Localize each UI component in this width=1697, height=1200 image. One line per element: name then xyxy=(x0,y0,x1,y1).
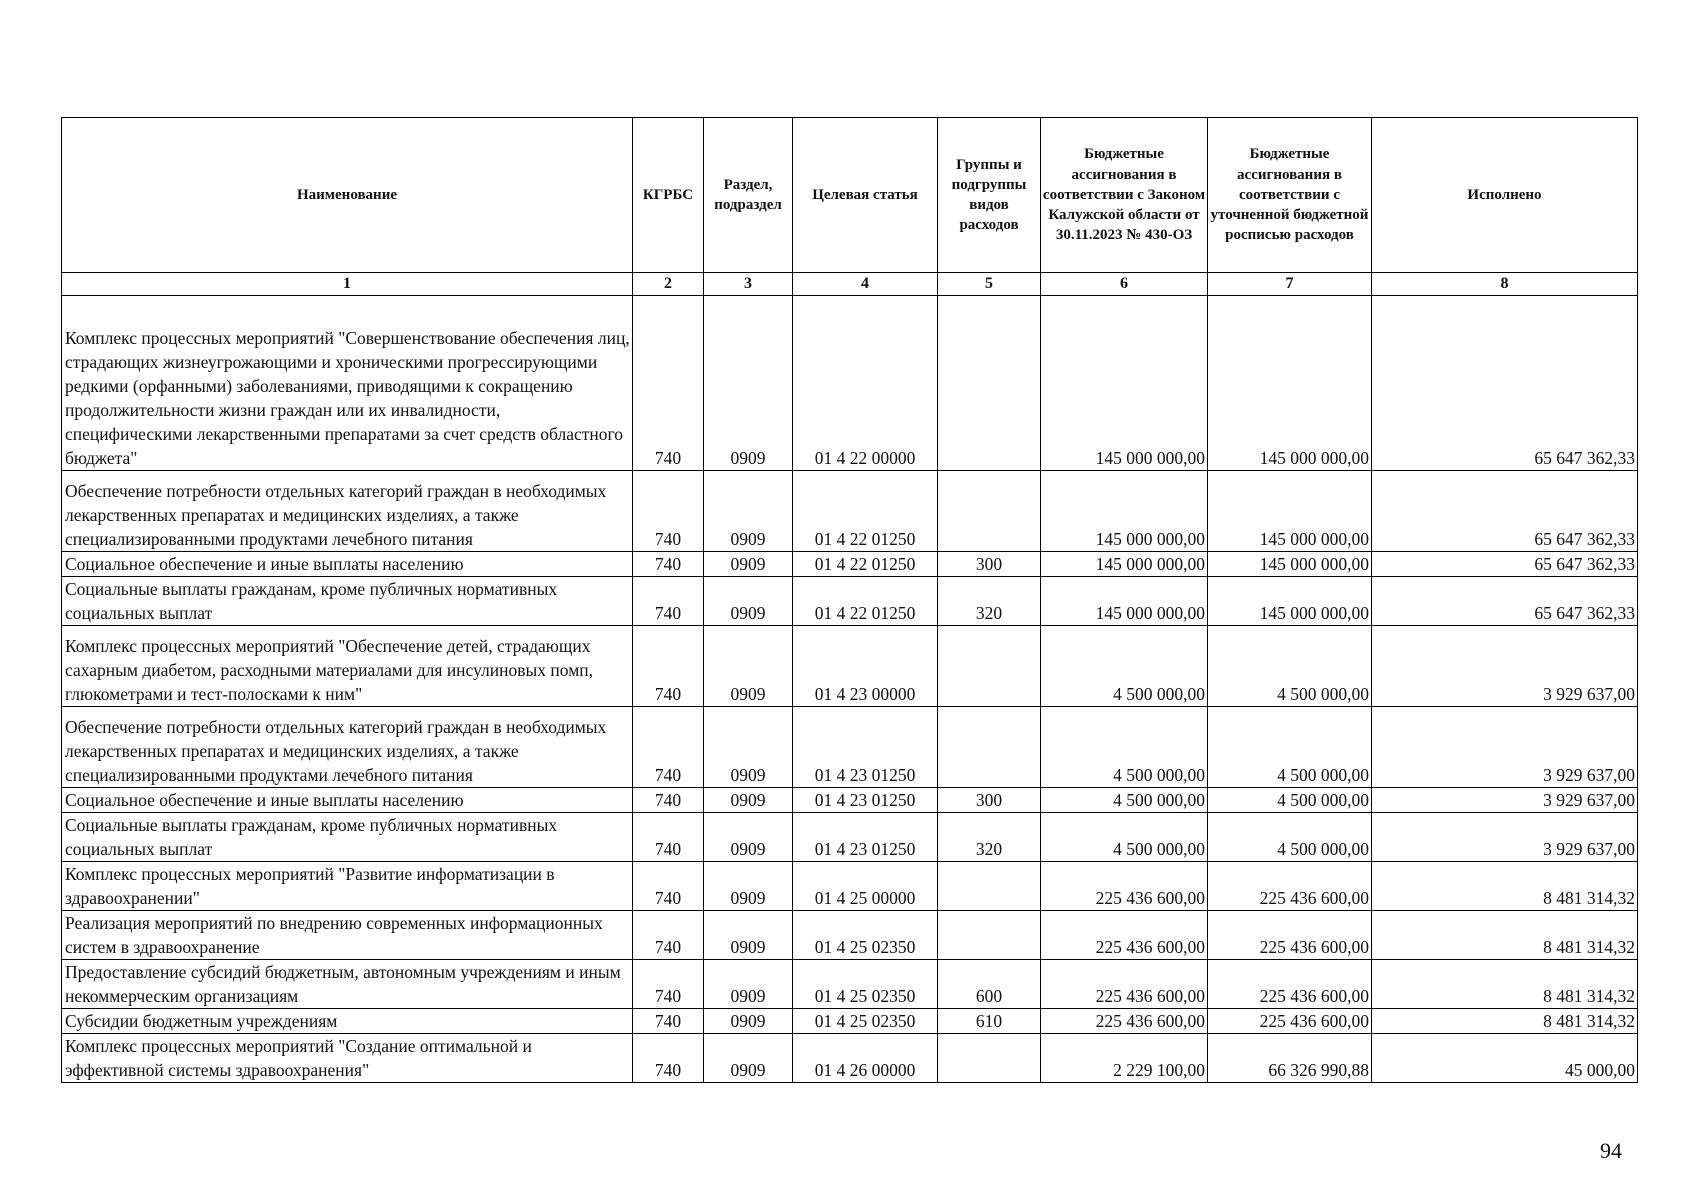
table-row xyxy=(62,471,1638,552)
page-number: 94 xyxy=(1600,1138,1622,1163)
cell-zakon: 4 500 000,00 xyxy=(1041,626,1208,707)
cell-zakon: 225 436 600,00 xyxy=(1041,862,1208,911)
cell-zakon: 145 000 000,00 xyxy=(1041,471,1208,552)
cell-celevaya: 01 4 23 01250 xyxy=(793,813,938,862)
cell-name: Социальное обеспечение и иные выплаты населению xyxy=(62,552,633,577)
cell-razdel: 0909 xyxy=(704,960,793,1009)
cell-vid: 610 xyxy=(938,1009,1041,1034)
cell-ispolneno: 8 481 314,32 xyxy=(1372,960,1638,1009)
cell-vid: 320 xyxy=(938,577,1041,626)
cell-kgrbs: 740 xyxy=(633,471,704,552)
cell-rospis: 4 500 000,00 xyxy=(1208,626,1372,707)
cell-name: Реализация мероприятий по внедрению современных информационных систем в здравоохранение xyxy=(62,911,633,960)
cell-name: Социальное обеспечение и иные выплаты населению xyxy=(62,788,633,813)
cell-razdel: 0909 xyxy=(704,1034,793,1083)
cell-zakon: 4 500 000,00 xyxy=(1041,813,1208,862)
cell-vid: 300 xyxy=(938,788,1041,813)
cell-kgrbs: 740 xyxy=(633,1009,704,1034)
cell-rospis: 145 000 000,00 xyxy=(1208,471,1372,552)
cell-vid xyxy=(938,296,1041,471)
column-number: 3 xyxy=(704,273,793,296)
cell-zakon: 4 500 000,00 xyxy=(1041,788,1208,813)
table-row xyxy=(62,296,1638,471)
cell-zakon: 4 500 000,00 xyxy=(1041,707,1208,788)
cell-ispolneno: 3 929 637,00 xyxy=(1372,626,1638,707)
header-celevaya: Целевая статья xyxy=(793,118,938,273)
cell-kgrbs: 740 xyxy=(633,862,704,911)
cell-razdel: 0909 xyxy=(704,707,793,788)
cell-celevaya: 01 4 23 01250 xyxy=(793,788,938,813)
cell-rospis: 4 500 000,00 xyxy=(1208,707,1372,788)
cell-kgrbs: 740 xyxy=(633,960,704,1009)
cell-kgrbs: 740 xyxy=(633,1034,704,1083)
cell-ispolneno: 3 929 637,00 xyxy=(1372,813,1638,862)
cell-celevaya: 01 4 22 01250 xyxy=(793,552,938,577)
cell-celevaya: 01 4 22 00000 xyxy=(793,296,938,471)
table-row xyxy=(62,862,1638,911)
cell-ispolneno: 3 929 637,00 xyxy=(1372,788,1638,813)
cell-kgrbs: 740 xyxy=(633,626,704,707)
table-row xyxy=(62,788,1638,813)
cell-razdel: 0909 xyxy=(704,296,793,471)
cell-razdel: 0909 xyxy=(704,471,793,552)
table-row xyxy=(62,577,1638,626)
cell-ispolneno: 65 647 362,33 xyxy=(1372,577,1638,626)
cell-vid xyxy=(938,471,1041,552)
cell-celevaya: 01 4 25 02350 xyxy=(793,911,938,960)
cell-razdel: 0909 xyxy=(704,626,793,707)
cell-rospis: 145 000 000,00 xyxy=(1208,296,1372,471)
cell-name: Обеспечение потребности отдельных категорий граждан в необходимых лекарственных препаратах и медицинских изделиях, а также специализированными продуктами лечебного питания xyxy=(62,707,633,788)
cell-kgrbs: 740 xyxy=(633,577,704,626)
cell-vid xyxy=(938,707,1041,788)
header-ispolneno: Исполнено xyxy=(1372,118,1638,273)
budget-table-body xyxy=(62,296,1638,1083)
cell-razdel: 0909 xyxy=(704,1009,793,1034)
column-number: 5 xyxy=(938,273,1041,296)
cell-ispolneno: 65 647 362,33 xyxy=(1372,552,1638,577)
column-number: 7 xyxy=(1208,273,1372,296)
cell-celevaya: 01 4 22 01250 xyxy=(793,471,938,552)
header-vid: Группы и подгруппы видов расходов xyxy=(938,118,1041,273)
cell-vid xyxy=(938,911,1041,960)
cell-razdel: 0909 xyxy=(704,552,793,577)
cell-name: Комплекс процессных мероприятий "Создание оптимальной и эффективной системы здравоохранения" xyxy=(62,1034,633,1083)
table-row xyxy=(62,911,1638,960)
cell-rospis: 4 500 000,00 xyxy=(1208,788,1372,813)
cell-rospis: 225 436 600,00 xyxy=(1208,911,1372,960)
cell-vid xyxy=(938,626,1041,707)
cell-rospis: 225 436 600,00 xyxy=(1208,960,1372,1009)
cell-ispolneno: 8 481 314,32 xyxy=(1372,862,1638,911)
cell-ispolneno: 45 000,00 xyxy=(1372,1034,1638,1083)
cell-ispolneno: 65 647 362,33 xyxy=(1372,471,1638,552)
cell-name: Предоставление субсидий бюджетным, автономным учреждениям и иным некоммерческим организациям xyxy=(62,960,633,1009)
header-row xyxy=(62,118,1638,273)
cell-celevaya: 01 4 22 01250 xyxy=(793,577,938,626)
table-row xyxy=(62,1009,1638,1034)
cell-rospis: 225 436 600,00 xyxy=(1208,1009,1372,1034)
cell-razdel: 0909 xyxy=(704,862,793,911)
cell-ispolneno: 3 929 637,00 xyxy=(1372,707,1638,788)
cell-vid: 320 xyxy=(938,813,1041,862)
cell-kgrbs: 740 xyxy=(633,813,704,862)
cell-rospis: 225 436 600,00 xyxy=(1208,862,1372,911)
cell-ispolneno: 8 481 314,32 xyxy=(1372,1009,1638,1034)
cell-vid: 300 xyxy=(938,552,1041,577)
cell-rospis: 66 326 990,88 xyxy=(1208,1034,1372,1083)
cell-rospis: 4 500 000,00 xyxy=(1208,813,1372,862)
table-row xyxy=(62,1034,1638,1083)
cell-kgrbs: 740 xyxy=(633,707,704,788)
cell-ispolneno: 8 481 314,32 xyxy=(1372,911,1638,960)
header-name: Наименование xyxy=(62,118,633,273)
cell-celevaya: 01 4 25 00000 xyxy=(793,862,938,911)
cell-zakon: 225 436 600,00 xyxy=(1041,1009,1208,1034)
table-row xyxy=(62,707,1638,788)
cell-zakon: 145 000 000,00 xyxy=(1041,296,1208,471)
cell-kgrbs: 740 xyxy=(633,296,704,471)
cell-razdel: 0909 xyxy=(704,813,793,862)
cell-kgrbs: 740 xyxy=(633,911,704,960)
cell-zakon: 145 000 000,00 xyxy=(1041,552,1208,577)
cell-name: Обеспечение потребности отдельных категорий граждан в необходимых лекарственных препаратах и медицинских изделиях, а также специализированными продуктами лечебного питания xyxy=(62,471,633,552)
cell-name: Социальные выплаты гражданам, кроме публичных нормативных социальных выплат xyxy=(62,577,633,626)
cell-celevaya: 01 4 26 00000 xyxy=(793,1034,938,1083)
column-number: 8 xyxy=(1372,273,1638,296)
budget-table-container xyxy=(61,117,1637,1083)
cell-rospis: 145 000 000,00 xyxy=(1208,577,1372,626)
cell-name: Комплекс процессных мероприятий "Развитие информатизации в здравоохранении" xyxy=(62,862,633,911)
table-row xyxy=(62,960,1638,1009)
cell-zakon: 145 000 000,00 xyxy=(1041,577,1208,626)
cell-celevaya: 01 4 23 00000 xyxy=(793,626,938,707)
column-number-row xyxy=(62,273,1638,296)
cell-zakon: 225 436 600,00 xyxy=(1041,911,1208,960)
cell-razdel: 0909 xyxy=(704,911,793,960)
cell-razdel: 0909 xyxy=(704,577,793,626)
cell-celevaya: 01 4 25 02350 xyxy=(793,960,938,1009)
cell-name: Субсидии бюджетным учреждениям xyxy=(62,1009,633,1034)
column-number: 4 xyxy=(793,273,938,296)
cell-zakon: 225 436 600,00 xyxy=(1041,960,1208,1009)
header-kgrbs: КГРБС xyxy=(633,118,704,273)
cell-vid: 600 xyxy=(938,960,1041,1009)
cell-celevaya: 01 4 25 02350 xyxy=(793,1009,938,1034)
header-razdel: Раздел, подраздел xyxy=(704,118,793,273)
column-number: 2 xyxy=(633,273,704,296)
cell-name: Социальные выплаты гражданам, кроме публичных нормативных социальных выплат xyxy=(62,813,633,862)
cell-name: Комплекс процессных мероприятий "Обеспечение детей, страдающих сахарным диабетом, расходными материалами для инсулиновых помп, глюкометрами и тест-полосками к ним" xyxy=(62,626,633,707)
column-number: 6 xyxy=(1041,273,1208,296)
cell-vid xyxy=(938,862,1041,911)
cell-kgrbs: 740 xyxy=(633,788,704,813)
table-row xyxy=(62,552,1638,577)
column-number: 1 xyxy=(62,273,633,296)
cell-celevaya: 01 4 23 01250 xyxy=(793,707,938,788)
cell-vid xyxy=(938,1034,1041,1083)
cell-kgrbs: 740 xyxy=(633,552,704,577)
cell-zakon: 2 229 100,00 xyxy=(1041,1034,1208,1083)
cell-name: Комплекс процессных мероприятий "Совершенствование обеспечения лиц, страдающих жизнеугрожающими и хроническими прогрессирующими редкими (орфанными) заболеваниями, приводящими к сокращению продолжительности жизни граждан или их инвалидности, специфическими лекарственными препаратами за счет средств областного бюджета" xyxy=(62,296,633,471)
table-row xyxy=(62,813,1638,862)
header-zakon: Бюджетные ассигнования в соответствии с Законом Калужской области от 30.11.2023 № 430-ОЗ xyxy=(1041,118,1208,273)
cell-ispolneno: 65 647 362,33 xyxy=(1372,296,1638,471)
table-row xyxy=(62,626,1638,707)
header-rospis: Бюджетные ассигнования в соответствии с уточненной бюджетной росписью расходов xyxy=(1208,118,1372,273)
cell-rospis: 145 000 000,00 xyxy=(1208,552,1372,577)
budget-table xyxy=(61,117,1638,1083)
cell-razdel: 0909 xyxy=(704,788,793,813)
